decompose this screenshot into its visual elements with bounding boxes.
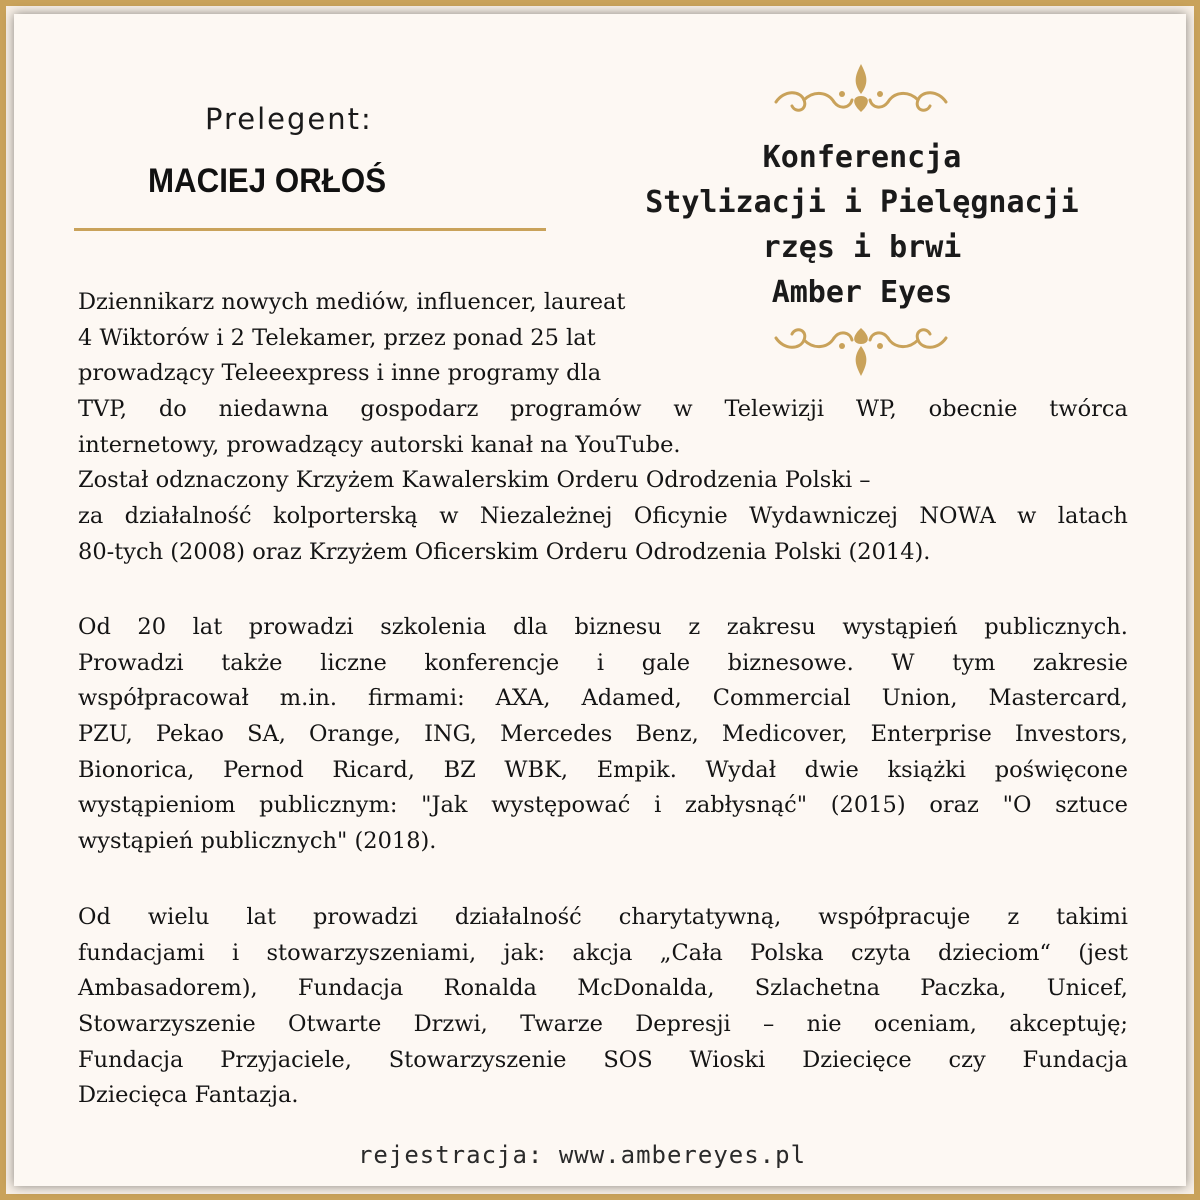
ornament-top-icon <box>770 60 952 122</box>
bio-word: akcja <box>572 939 633 966</box>
bio-word: BZ <box>443 756 476 783</box>
bio-word: akceptuję; <box>1009 1011 1128 1038</box>
bio-line <box>78 971 1128 1007</box>
bio-word: lat <box>246 904 276 930</box>
bio-word: latach <box>1057 503 1128 530</box>
bio-word: programów <box>510 396 642 422</box>
bio-word: lat <box>192 614 223 640</box>
bio-word: Wydał <box>705 756 776 783</box>
bio-line: 80-tych (2008) oraz Krzyżem Oficerskim Orderu Odrodzenia Polski (2014). <box>78 538 931 565</box>
bio-word: dla <box>512 614 548 640</box>
bio-word: i <box>596 649 605 676</box>
bio-word: publicznym: <box>259 792 398 819</box>
bio-word: Investors, <box>1014 721 1128 748</box>
bio-word: z <box>688 614 701 640</box>
bio-line: prowadzący Teleeexpress i inne programy dla <box>78 360 602 387</box>
bio-word: Fundacja <box>297 975 404 1002</box>
bio-word: czyta <box>851 939 911 966</box>
bio-word: Wydawniczej <box>749 503 898 530</box>
speaker-name: MACIEJ ORŁOŚ <box>148 162 387 200</box>
bio-word: ING, <box>424 721 477 748</box>
bio-paragraph-1-top <box>78 285 718 392</box>
bio-word: Benz, <box>635 721 699 748</box>
bio-word: nie <box>806 1011 842 1038</box>
bio-word: "O <box>1002 792 1032 819</box>
bio-line <box>78 900 1128 936</box>
bio-word: Medicover, <box>721 721 848 748</box>
bio-word: TVP, <box>78 396 127 422</box>
bio-word: Paczka, <box>920 975 1007 1002</box>
bio-line <box>78 1007 1128 1043</box>
bio-word: prowadzi <box>248 614 354 640</box>
bio-paragraph-3 <box>78 900 1128 1114</box>
bio-word: "Jak <box>421 792 468 819</box>
bio-word: stowarzyszeniami, <box>266 939 477 966</box>
bio-word: oceniam, <box>873 1011 977 1038</box>
bio-word: Mercedes <box>500 721 613 748</box>
bio-word: Dziecięce <box>802 1046 912 1073</box>
bio-line <box>78 936 1128 972</box>
speaker-label: Prelegent: <box>205 102 373 136</box>
bio-line <box>78 610 1128 646</box>
bio-line <box>78 392 1128 428</box>
bio-word: Unicef, <box>1046 975 1128 1002</box>
bio-line: 4 Wiktorów i 2 Telekamer, przez ponad 25 lat <box>78 324 596 351</box>
bio-word: Stowarzyszenie <box>388 1046 567 1073</box>
bio-line <box>78 717 1128 753</box>
bio-word: Depresji <box>635 1011 731 1038</box>
bio-word: (2015) <box>830 792 906 819</box>
bio-word: tym <box>952 649 996 676</box>
bio-word: NOWA <box>919 503 996 530</box>
bio-word: Ambasadorem), <box>78 975 258 1002</box>
bio-word: Bionorica, <box>78 756 195 783</box>
bio-word: do <box>158 396 187 422</box>
bio-word: m.in. <box>279 685 338 712</box>
bio-word: Adamed, <box>581 685 682 712</box>
bio-word: W <box>891 649 915 676</box>
conference-title-line: Stylizacji i Pielęgnacji <box>645 185 1079 220</box>
bio-line <box>78 788 1128 824</box>
bio-word: Orange, <box>308 721 401 748</box>
conference-title-line: rzęs i brwi <box>762 230 962 265</box>
bio-word: z <box>1007 904 1020 930</box>
bio-line <box>78 646 1128 682</box>
bio-word: oraz <box>929 792 979 819</box>
bio-word: Stowarzyszenie <box>78 1011 256 1038</box>
bio-word: wystąpieniom <box>78 792 236 819</box>
bio-word: wielu <box>147 904 210 930</box>
bio-word: działalność <box>454 904 582 930</box>
bio-word: Otwarte <box>288 1011 382 1038</box>
bio-word: Wioski <box>689 1046 766 1073</box>
bio-word: Pernod <box>223 756 304 783</box>
bio-word: działalność <box>124 503 252 530</box>
bio-word: kolporterską <box>273 503 418 530</box>
bio-word: twórca <box>1049 396 1128 422</box>
bio-word: Niezależnej <box>479 503 613 530</box>
bio-line <box>78 681 1128 717</box>
registration-footer: rejestracja: www.ambereyes.pl <box>357 1141 807 1169</box>
bio-word: AXA, <box>495 685 551 712</box>
bio-word: zakresu <box>726 614 816 640</box>
bio-word: Empik. <box>596 756 677 783</box>
bio-word: Od <box>78 614 111 640</box>
bio-line: Został odznaczony Krzyżem Kawalerskim Orderu Odrodzenia Polski – <box>78 467 871 494</box>
bio-word: jak: <box>503 939 546 966</box>
name-underline <box>74 228 546 231</box>
bio-word: zabłysnąć" <box>684 792 808 819</box>
bio-word: dwie <box>804 756 859 783</box>
bio-word: czy <box>948 1046 986 1073</box>
bio-word: współpracował <box>78 685 249 712</box>
ornament-bottom-icon <box>770 318 952 380</box>
bio-word: współpracuje <box>818 904 971 930</box>
bio-word: Mastercard, <box>988 685 1128 712</box>
bio-word: Twarze <box>520 1011 603 1038</box>
bio-word: poświęcone <box>994 756 1128 783</box>
conference-title-line: Amber Eyes <box>771 275 953 310</box>
bio-word: występować <box>491 792 631 819</box>
bio-word: książki <box>887 756 967 783</box>
bio-word: Pekao <box>155 721 224 748</box>
bio-word: Commercial <box>712 685 851 712</box>
bio-word: szkolenia <box>380 614 487 640</box>
bio-word: Prowadzi <box>78 649 184 676</box>
bio-word: WP, <box>855 396 897 422</box>
bio-word: McDonalda, <box>577 975 715 1002</box>
bio-word: Przyjaciele, <box>220 1046 352 1073</box>
bio-word: (jest <box>1078 939 1128 966</box>
bio-word: liczne <box>320 649 387 676</box>
bio-word: i <box>654 792 662 819</box>
bio-word: zakresie <box>1032 649 1128 676</box>
bio-word: i <box>231 939 240 966</box>
bio-line: Dziennikarz nowych mediów, influencer, laureat <box>78 289 626 315</box>
bio-word: takimi <box>1056 904 1128 930</box>
bio-word: firmami: <box>368 685 465 712</box>
bio-word: charytatywną, <box>618 904 782 930</box>
bio-word: Polska <box>750 939 824 966</box>
bio-word: wystąpień <box>842 614 958 640</box>
bio-word: SOS <box>603 1046 653 1073</box>
bio-word: konferencje <box>424 649 560 676</box>
bio-word: Ricard, <box>332 756 415 783</box>
bio-word: „Cała <box>659 939 723 966</box>
bio-word: za <box>78 503 104 530</box>
bio-word: sztuce <box>1055 792 1128 819</box>
bio-word: Fundacja <box>78 1046 184 1073</box>
bio-paragraph-1-bottom <box>78 392 1128 570</box>
bio-word: publicznych. <box>984 614 1128 640</box>
bio-word: Drzwi, <box>413 1011 488 1038</box>
bio-word: Szlachetna <box>754 975 880 1002</box>
bio-line <box>78 1043 1128 1079</box>
bio-word: PZU, <box>78 721 133 748</box>
bio-word: Oficynie <box>633 503 728 530</box>
bio-word: fundacjami <box>78 939 205 966</box>
bio-word: Telewizji <box>724 396 825 422</box>
bio-word: prowadzi <box>312 904 418 930</box>
bio-line <box>78 499 1128 535</box>
bio-word: także <box>221 649 283 676</box>
bio-line: internetowy, prowadzący autorski kanał na YouTube. <box>78 431 681 458</box>
bio-word: gospodarz <box>360 396 479 422</box>
bio-word: 20 <box>137 614 167 640</box>
bio-word: w <box>673 396 693 422</box>
bio-line: Dziecięca Fantazja. <box>78 1082 299 1109</box>
bio-word: Union, <box>881 685 958 712</box>
bio-word: SA, <box>247 721 286 748</box>
bio-word: gale <box>641 649 691 676</box>
bio-word: w <box>439 503 459 530</box>
bio-word: – <box>763 1011 775 1038</box>
bio-word: Ronalda <box>443 975 537 1002</box>
bio-word: Od <box>78 904 111 930</box>
bio-line: wystąpień publicznych" (2018). <box>78 828 437 855</box>
bio-word: dzieciom“ <box>937 939 1051 966</box>
bio-word: obecnie <box>928 396 1018 422</box>
conference-title-line: Konferencja <box>762 140 962 175</box>
bio-word: biznesowe. <box>727 649 854 676</box>
bio-word: Enterprise <box>870 721 992 748</box>
bio-word: biznesu <box>574 614 662 640</box>
bio-paragraph-2 <box>78 610 1128 860</box>
bio-word: WBK, <box>504 756 569 783</box>
bio-word: Fundacja <box>1022 1046 1128 1073</box>
bio-word: w <box>1017 503 1037 530</box>
bio-line <box>78 753 1128 789</box>
bio-word: niedawna <box>218 396 329 422</box>
